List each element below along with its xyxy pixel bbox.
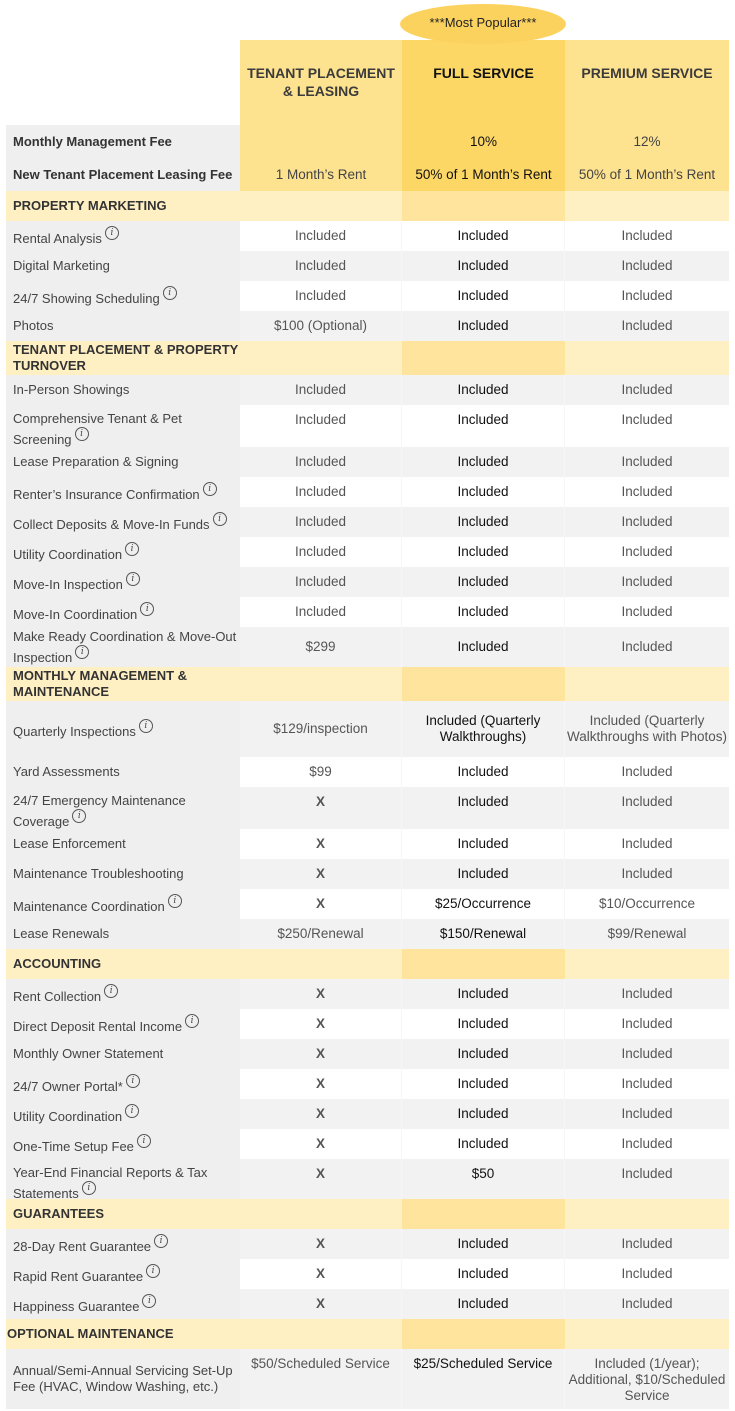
feature-value: Included	[240, 597, 402, 627]
section-title: OPTIONAL MAINTENANCE	[7, 1326, 174, 1341]
feature-value: Included	[565, 1099, 729, 1129]
feature-value: Included	[402, 447, 565, 477]
feature-value: Included	[565, 1229, 729, 1259]
feature-value: Included	[402, 537, 565, 567]
info-circle-icon[interactable]: i	[125, 542, 139, 556]
info-circle-icon[interactable]: i	[137, 1134, 151, 1148]
section-header	[6, 667, 729, 701]
feature-value: Included	[565, 507, 729, 537]
not-included-mark: X	[240, 1159, 402, 1199]
most-popular-badge: ***Most Popular***	[400, 4, 566, 44]
feature-value: Included	[565, 375, 729, 405]
section-header	[6, 191, 729, 221]
feature-value: Included	[402, 375, 565, 405]
fee-value: 1 Month’s Rent	[240, 158, 402, 191]
feature-value: Included	[240, 507, 402, 537]
feature-value: Included (Quarterly Walkthroughs with Photos)	[565, 701, 729, 757]
feature-value: Included	[565, 1159, 729, 1199]
feature-value: Included	[402, 567, 565, 597]
feature-value: Included	[565, 281, 729, 311]
feature-row	[6, 1069, 729, 1099]
feature-label	[6, 447, 240, 477]
not-included-mark: X	[240, 979, 402, 1009]
not-included-mark: X	[240, 1259, 402, 1289]
feature-value: Included	[565, 627, 729, 667]
feature-row	[6, 251, 729, 281]
section-cell	[402, 1199, 565, 1229]
feature-row	[6, 405, 729, 447]
feature-value: Included	[565, 537, 729, 567]
info-circle-icon[interactable]: i	[163, 286, 177, 300]
section-cell	[240, 191, 402, 221]
feature-row	[6, 1159, 729, 1199]
feature-label	[6, 787, 240, 829]
feature-value: Included	[402, 477, 565, 507]
feature-value: Included	[402, 221, 565, 251]
feature-value: Included	[402, 829, 565, 859]
section-header	[6, 1199, 729, 1229]
feature-value: Included	[240, 567, 402, 597]
feature-row	[6, 627, 729, 667]
feature-value: Included	[240, 405, 402, 447]
feature-label-text: Move-In Coordination	[13, 606, 138, 622]
feature-row	[6, 1039, 729, 1069]
feature-row	[6, 919, 729, 949]
feature-label	[6, 859, 240, 889]
info-circle-icon[interactable]: i	[125, 1104, 139, 1118]
feature-label	[6, 281, 240, 311]
feature-value: Included	[565, 1289, 729, 1319]
feature-label	[6, 701, 240, 757]
section-title: ACCOUNTING	[13, 956, 102, 971]
info-circle-icon[interactable]: i	[142, 1294, 156, 1308]
feature-value: $25/Occurrence	[402, 889, 565, 919]
not-included-mark: X	[240, 787, 402, 829]
feature-label-text: Renter’s Insurance Confirmation	[13, 486, 200, 502]
feature-label	[6, 251, 240, 281]
fee-label: New Tenant Placement Leasing Fee	[6, 158, 240, 191]
feature-value: Included	[402, 787, 565, 829]
feature-value: Included	[240, 537, 402, 567]
section-cell	[565, 667, 729, 701]
feature-label	[6, 221, 240, 251]
feature-value: Included	[402, 627, 565, 667]
section-cell	[402, 1319, 565, 1349]
feature-label-text: Maintenance Troubleshooting	[13, 866, 184, 881]
feature-value: Included	[402, 1039, 565, 1069]
info-circle-icon[interactable]: i	[146, 1264, 160, 1278]
feature-value: Included	[565, 597, 729, 627]
not-included-mark: X	[240, 1039, 402, 1069]
feature-value: Included	[402, 1229, 565, 1259]
feature-label-text: Yard Assessments	[13, 764, 120, 779]
section-cell	[565, 341, 729, 375]
feature-label	[6, 537, 240, 567]
feature-value: Included	[240, 477, 402, 507]
feature-row	[6, 311, 729, 341]
not-included-mark: X	[240, 829, 402, 859]
feature-value: Included	[402, 281, 565, 311]
not-included-mark: X	[240, 1009, 402, 1039]
not-included-mark: X	[240, 859, 402, 889]
header-spacer	[6, 0, 240, 125]
info-circle-icon[interactable]: i	[126, 572, 140, 586]
info-circle-icon[interactable]: i	[126, 1074, 140, 1088]
feature-value: Included	[402, 1129, 565, 1159]
section-cell	[240, 667, 402, 701]
plan-header-premium-service: PREMIUM SERVICE	[565, 40, 729, 125]
feature-label-text: Annual/Semi-Annual Servicing Set-Up Fee (HVAC, Window Washing, etc.)	[13, 1363, 233, 1394]
fee-value: 50% of 1 Month’s Rent	[402, 158, 565, 191]
feature-row	[6, 477, 729, 507]
feature-value: Included	[565, 829, 729, 859]
feature-value: $50/Scheduled Service	[240, 1349, 402, 1409]
feature-row	[6, 787, 729, 829]
feature-row	[6, 1099, 729, 1129]
feature-value: Included	[565, 567, 729, 597]
feature-label-text: Collect Deposits & Move-In Funds	[13, 516, 210, 532]
feature-value: Included	[565, 787, 729, 829]
feature-value: $25/Scheduled Service	[402, 1349, 565, 1409]
feature-row	[6, 1229, 729, 1259]
feature-value: Included	[565, 447, 729, 477]
feature-label	[6, 757, 240, 787]
info-circle-icon[interactable]: i	[75, 645, 89, 659]
feature-label	[6, 1259, 240, 1289]
feature-label-text: 24/7 Owner Portal*	[13, 1078, 123, 1094]
section-title: GUARANTEES	[13, 1206, 105, 1221]
info-circle-icon[interactable]: i	[75, 427, 89, 441]
plan-title-line: TENANT PLACEMENT	[247, 65, 395, 81]
fee-value: 50% of 1 Month’s Rent	[565, 158, 729, 191]
feature-value: $129/inspection	[240, 701, 402, 757]
fee-value: 12%	[565, 125, 729, 158]
feature-value: Included	[240, 447, 402, 477]
feature-value: $50	[402, 1159, 565, 1199]
feature-row	[6, 1259, 729, 1289]
feature-label-text: In-Person Showings	[13, 382, 130, 397]
feature-label	[6, 405, 240, 447]
not-included-mark: X	[240, 1289, 402, 1319]
feature-row	[6, 507, 729, 537]
feature-row	[6, 889, 729, 919]
feature-label	[6, 1229, 240, 1259]
section-header	[6, 1319, 729, 1349]
section-title: MONTHLY MANAGEMENT & MAINTENANCE	[13, 668, 188, 699]
feature-label-text: Year-End Financial Reports & Tax Statements	[13, 1165, 208, 1201]
section-cell	[565, 949, 729, 979]
feature-value: Included	[402, 979, 565, 1009]
section-cell	[402, 667, 565, 701]
section-cell	[565, 191, 729, 221]
feature-label-text: Photos	[13, 318, 54, 333]
feature-rows	[6, 191, 729, 1409]
feature-value: Included	[402, 597, 565, 627]
feature-row	[6, 221, 729, 251]
feature-label	[6, 567, 240, 597]
feature-label	[6, 979, 240, 1009]
feature-label	[6, 1099, 240, 1129]
info-circle-icon[interactable]: i	[105, 226, 119, 240]
info-circle-icon[interactable]: i	[139, 719, 153, 733]
fee-value	[240, 125, 402, 158]
feature-row	[6, 567, 729, 597]
feature-label-text: Rent Collection	[13, 988, 102, 1004]
section-cell	[402, 341, 565, 375]
feature-label-text: Direct Deposit Rental Income	[13, 1018, 183, 1034]
feature-value: Included	[402, 859, 565, 889]
feature-label-text: Move-In Inspection	[13, 576, 123, 592]
section-cell	[565, 1319, 729, 1349]
plan-title-line: & LEASING	[282, 83, 360, 99]
info-circle-icon[interactable]: i	[185, 1014, 199, 1028]
feature-label-text: Maintenance Coordination	[13, 898, 165, 914]
feature-value: Included	[402, 1259, 565, 1289]
not-included-mark: X	[240, 1099, 402, 1129]
section-header	[6, 341, 729, 375]
feature-label-text: One-Time Setup Fee	[13, 1138, 134, 1154]
section-cell	[402, 949, 565, 979]
feature-label-text: Quarterly Inspections	[13, 723, 136, 739]
feature-value: Included	[402, 405, 565, 447]
feature-row	[6, 281, 729, 311]
section-cell	[240, 949, 402, 979]
feature-value: $99	[240, 757, 402, 787]
feature-value: Included	[565, 1259, 729, 1289]
section-cell	[565, 1199, 729, 1229]
feature-value: Included	[402, 1099, 565, 1129]
feature-label	[6, 1289, 240, 1319]
feature-label-text: Make Ready Coordination & Move-Out Inspection	[13, 628, 237, 665]
feature-value: Included	[240, 251, 402, 281]
feature-value: Included	[565, 979, 729, 1009]
feature-value: Included	[565, 859, 729, 889]
feature-value: Included	[402, 1009, 565, 1039]
feature-value: $250/Renewal	[240, 919, 402, 949]
feature-label	[6, 1159, 240, 1199]
feature-value: Included	[402, 1289, 565, 1319]
feature-label-text: Rental Analysis	[13, 230, 102, 246]
feature-label	[6, 375, 240, 405]
feature-label-text: Rapid Rent Guarantee	[13, 1268, 144, 1284]
feature-label-text: Digital Marketing	[13, 258, 110, 273]
feature-row	[6, 1129, 729, 1159]
info-circle-icon[interactable]: i	[203, 482, 217, 496]
fee-row-leasing	[6, 158, 729, 191]
section-cell	[402, 191, 565, 221]
not-included-mark: X	[240, 1129, 402, 1159]
feature-value: Included	[402, 507, 565, 537]
feature-row	[6, 375, 729, 405]
feature-value: $150/Renewal	[402, 919, 565, 949]
feature-label	[6, 919, 240, 949]
feature-value: Included	[402, 757, 565, 787]
not-included-mark: X	[240, 1229, 402, 1259]
not-included-mark: X	[240, 1069, 402, 1099]
feature-value: Included	[565, 477, 729, 507]
info-circle-icon[interactable]: i	[104, 984, 118, 998]
fee-value: 10%	[402, 125, 565, 158]
feature-label-text: 28-Day Rent Guarantee	[13, 1238, 152, 1254]
feature-value: $10/Occurrence	[565, 889, 729, 919]
feature-label-text: Lease Renewals	[13, 926, 110, 941]
not-included-mark: X	[240, 889, 402, 919]
feature-label	[6, 597, 240, 627]
feature-label-text: Utility Coordination	[13, 1108, 123, 1124]
feature-row	[6, 979, 729, 1009]
feature-label-text: 24/7 Emergency Maintenance Coverage	[13, 793, 186, 829]
feature-label-text: Monthly Owner Statement	[13, 1046, 164, 1061]
plan-header-row	[6, 0, 729, 125]
section-cell	[240, 1199, 402, 1229]
pricing-table	[6, 0, 729, 1409]
feature-value: $99/Renewal	[565, 919, 729, 949]
info-circle-icon[interactable]: i	[72, 809, 86, 823]
feature-value: Included	[565, 405, 729, 447]
feature-row	[6, 1009, 729, 1039]
feature-label	[6, 627, 240, 667]
feature-value: Included (Quarterly Walkthroughs)	[402, 701, 565, 757]
feature-value: Included	[402, 251, 565, 281]
feature-label	[6, 1039, 240, 1069]
feature-label	[6, 1009, 240, 1039]
feature-label	[6, 1129, 240, 1159]
feature-value: Included	[240, 221, 402, 251]
feature-value: $299	[240, 627, 402, 667]
feature-row	[6, 701, 729, 757]
section-header	[6, 949, 729, 979]
feature-value: Included	[565, 1039, 729, 1069]
feature-value: Included	[240, 281, 402, 311]
feature-row	[6, 829, 729, 859]
plan-header-tenant-placement	[240, 40, 402, 125]
feature-label	[6, 477, 240, 507]
feature-label	[6, 1349, 240, 1409]
feature-value: Included	[565, 757, 729, 787]
feature-value: Included	[240, 375, 402, 405]
feature-label	[6, 829, 240, 859]
feature-label	[6, 1069, 240, 1099]
info-circle-icon[interactable]: i	[140, 602, 154, 616]
info-circle-icon[interactable]: i	[213, 512, 227, 526]
feature-value: $100 (Optional)	[240, 311, 402, 341]
feature-row	[6, 859, 729, 889]
feature-label-text: 24/7 Showing Scheduling	[13, 290, 160, 306]
feature-row	[6, 597, 729, 627]
fee-row-monthly-management	[6, 125, 729, 158]
feature-value: Included	[402, 1069, 565, 1099]
section-title: PROPERTY MARKETING	[13, 198, 167, 213]
feature-label	[6, 311, 240, 341]
info-circle-icon[interactable]: i	[168, 894, 182, 908]
feature-row	[6, 757, 729, 787]
feature-value: Included	[565, 251, 729, 281]
feature-label-text: Happiness Guarantee	[13, 1298, 140, 1314]
section-cell	[240, 1319, 402, 1349]
section-title: TENANT PLACEMENT & PROPERTY TURNOVER	[13, 342, 239, 373]
info-circle-icon[interactable]: i	[82, 1181, 96, 1195]
feature-value: Included	[565, 311, 729, 341]
feature-row	[6, 447, 729, 477]
feature-value: Included	[565, 221, 729, 251]
feature-row	[6, 1289, 729, 1319]
feature-label-text: Utility Coordination	[13, 546, 123, 562]
section-cell	[240, 341, 402, 375]
feature-row	[6, 537, 729, 567]
feature-label-text: Comprehensive Tenant & Pet Screening	[13, 411, 182, 447]
feature-label	[6, 507, 240, 537]
plan-header-full-service: FULL SERVICE	[402, 40, 565, 125]
feature-label-text: Lease Enforcement	[13, 836, 126, 851]
feature-value: Included	[565, 1069, 729, 1099]
feature-row	[6, 1349, 729, 1409]
feature-value: Included	[565, 1129, 729, 1159]
feature-label	[6, 889, 240, 919]
feature-label-text: Lease Preparation & Signing	[13, 454, 179, 469]
fee-label: Monthly Management Fee	[6, 125, 240, 158]
info-circle-icon[interactable]: i	[154, 1234, 168, 1248]
feature-value: Included	[402, 311, 565, 341]
feature-value: Included	[565, 1009, 729, 1039]
feature-value: Included (1/year); Additional, $10/Scheduled Service	[565, 1349, 729, 1409]
